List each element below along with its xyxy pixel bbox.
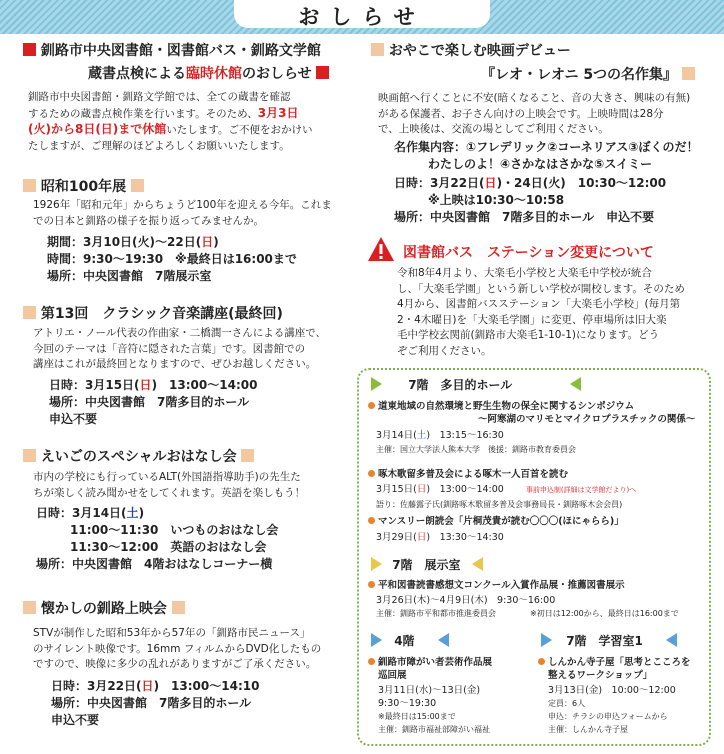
event-organizer: 主催：釧路市平和都市推進委員会	[376, 609, 496, 618]
tan-square-icon	[23, 449, 36, 462]
event-subtitle: 整えるワークショップ」	[548, 670, 653, 681]
hall-event-1	[368, 400, 695, 455]
movie-heading-line2	[481, 64, 695, 84]
event-subtitle: 巡回展	[378, 670, 407, 681]
warning-icon	[367, 236, 395, 262]
showa-details	[47, 234, 297, 285]
triangle-right-icon	[371, 633, 382, 647]
movie-body	[378, 91, 690, 138]
bus-line: ぞご利用ください。	[397, 344, 492, 357]
screening-body	[33, 626, 321, 673]
triangle-left-icon	[666, 633, 677, 647]
tan-square-icon	[131, 179, 144, 192]
bullet-icon	[368, 402, 375, 409]
event-date: 3月26日(木)～4月9日(木) 9:30～16:00	[376, 595, 556, 606]
showa-period-end: )	[213, 235, 219, 249]
saturday-mark: 土	[126, 506, 139, 520]
movie-works	[394, 139, 698, 173]
movie-date: 日時：3月22日(	[394, 176, 485, 190]
event-note: ※初日は12:00から、最終日は16:00まで	[530, 609, 679, 618]
sunday-mark: 日	[139, 378, 152, 392]
movie-time: )・24日(火) 10:30～12:00	[496, 176, 667, 190]
event-note: 事前申込制(詳細は文学館だより)へ	[525, 486, 637, 494]
exhibition-event	[368, 579, 679, 619]
bus-body	[397, 266, 685, 359]
event-organizer: 主催：しんかん寺子屋	[548, 725, 628, 734]
tan-square-icon	[23, 306, 36, 319]
red-square-icon	[316, 66, 329, 79]
bus-line: 毛中学校玄関前(釧路市大楽毛1-10-1)になります。どう	[397, 329, 660, 341]
closure-heading-line2	[88, 63, 329, 83]
closure-line: 釧路市中央図書館・釧路文学館では、全ての蔵書を確認	[28, 91, 291, 103]
screening-place: 場所：中央図書館 7階多目的ホール	[51, 696, 252, 710]
bus-line: 4月から、図書館バスステーション「大楽毛小学校」(毎月第	[397, 298, 681, 310]
closure-title2a: 蔵書点検による	[88, 66, 186, 82]
event-title: マンスリー朗読会「片桐茂貴が読む〇〇〇(ほにゃらら)」	[378, 516, 624, 527]
screening-line: のサイレント映像です。16mm フィルムからDVD化したもの	[33, 642, 322, 655]
movie-screening-time: ※上映は10:30～10:58	[428, 193, 565, 207]
movie-line: 映画館へ行くことに不安(暗くなること、音の大きさ、興味の有無)	[378, 92, 691, 104]
study-room-event	[538, 656, 691, 736]
tan-square-icon	[23, 601, 36, 614]
floor4-event	[368, 656, 492, 736]
hall-event-2	[368, 468, 636, 510]
event-apply: 申込：チラシの申込フォームから	[548, 712, 668, 721]
bullet-icon	[368, 517, 375, 524]
classic-date: 日時：3月15日(	[49, 378, 140, 392]
event-organizer: 主催：国立大学法人熊本大学 後援：釧路市教育委員会	[376, 445, 576, 454]
bullet-icon	[538, 658, 545, 665]
movie-title2: 『レオ・レオニ 5つの名作集』	[481, 67, 678, 83]
study-room-title: 7階 学習室1	[566, 634, 643, 648]
english-title: えいごのスペシャルおはなし会	[40, 449, 237, 465]
event-date: 3月29日(	[376, 532, 417, 543]
event-organizer: 語り：佐藤露子氏(釧路啄木歌留多普及会事務局長・釧路啄木会会員)	[376, 500, 623, 509]
sunday-mark: 日	[201, 235, 214, 249]
event-date: 3月11日(水)～13日(金)	[378, 685, 481, 696]
closure-date-highlight: 3月3日	[257, 105, 299, 120]
screening-time: ) 13:00～14:10	[153, 679, 260, 693]
hall-event-3	[368, 515, 624, 544]
showa-period: 期間：3月10日(火)～22日(	[47, 235, 202, 249]
event-title: 平和図書読書感想文コンクール入賞作品展・推薦図書展示	[378, 580, 625, 591]
bullet-icon	[368, 581, 375, 588]
event-date: 3月14日(	[376, 430, 417, 441]
english-details	[36, 505, 278, 573]
english-body	[33, 470, 305, 501]
movie-place: 場所：中央図書館 7階多目的ホール 申込不要	[394, 210, 655, 224]
classic-body	[33, 326, 326, 373]
hall-title: 7階 多目的ホール	[408, 378, 513, 392]
showa-heading	[23, 176, 144, 196]
tan-square-icon	[23, 179, 36, 192]
triangle-right-icon	[371, 377, 382, 391]
bus-title: 図書館バス ステーション変更について	[403, 245, 654, 261]
event-title: しんかん寺子屋「思考とこころを	[548, 657, 691, 668]
classic-heading	[23, 303, 283, 323]
classic-time: ) 13:00～14:00	[151, 378, 258, 392]
movie-details	[394, 175, 666, 226]
screening-line: STVが制作した昭和53年から57年の「釧路市民ニュース」	[33, 627, 311, 639]
event-capacity: 定員：6人	[548, 699, 586, 708]
saturday-mark: 土	[416, 430, 427, 441]
closure-date-highlight: (火)から8日(日)まで休館	[28, 122, 167, 136]
floor4-title: 4階	[394, 634, 415, 648]
exhibition-heading	[371, 556, 483, 573]
triangle-right-icon	[541, 633, 552, 647]
classic-details	[49, 377, 257, 428]
closure-line: いたします。ご不便をおかけい	[166, 124, 313, 136]
english-place: 場所：中央図書館 4階おはなしコーナー横	[36, 557, 273, 571]
bullet-icon	[368, 658, 375, 665]
triangle-left-icon	[472, 557, 483, 571]
closure-line: するための蔵書点検作業を行います。そのため、	[28, 107, 258, 120]
event-time: ) 13:15～16:30	[426, 430, 504, 441]
bus-line: 令和8年4月より、大楽毛小学校と大楽毛中学校が統合	[397, 267, 652, 279]
event-date: 3月13日(金) 10:00～12:00	[548, 685, 676, 696]
bullet-icon	[368, 470, 375, 477]
showa-title: 昭和100年展	[40, 179, 127, 195]
movie-heading-line1	[371, 40, 571, 60]
screening-heading	[23, 598, 185, 618]
event-time: ) 13:30～14:30	[426, 532, 504, 543]
triangle-right-icon	[371, 557, 382, 571]
closure-body	[28, 90, 312, 154]
tan-square-icon	[682, 67, 695, 80]
floor4-heading	[371, 632, 449, 649]
event-subtitle: ～阿寒湖のマリモとマイクロプラスチックの関係～	[478, 414, 696, 425]
movie-line: がある保護者、お子さん向けの上映会です。上映時間は28分	[378, 107, 664, 120]
event-title: 釧路市障がい者芸術作品展	[378, 657, 493, 668]
english-slot2: 11:30～12:00 英語のおはなし会	[70, 540, 267, 554]
tan-square-icon	[371, 43, 384, 56]
triangle-left-icon	[570, 377, 581, 391]
closure-title2c: のおしらせ	[242, 66, 312, 82]
showa-time: 時間：9:30～19:30 ※最終日は16:00まで	[47, 252, 297, 266]
movie-title1: おやこで楽しむ映画デビュー	[388, 43, 571, 59]
red-square-icon	[23, 43, 36, 56]
bus-line: 2・4木曜日)を「大楽毛学園」に変更、停車場所は旧大楽	[397, 313, 667, 326]
sunday-mark: 日	[141, 679, 154, 693]
showa-place: 場所：中央図書館 7階展示室	[47, 269, 212, 283]
english-heading	[23, 446, 254, 466]
tan-square-icon	[241, 449, 254, 462]
study-room-heading	[541, 632, 677, 649]
tan-square-icon	[172, 601, 185, 614]
movie-line: で、上映後は、交流の場としてご利用ください。	[378, 123, 609, 135]
classic-place: 場所：中央図書館 7階多目的ホール	[49, 395, 250, 409]
event-time: 9:30～19:30	[378, 698, 437, 709]
closure-title1: 釧路市中央図書館・図書館バス・釧路文学館	[40, 43, 321, 59]
classic-line: 今回のテーマは「音符に隠された言葉」です。図書館での	[33, 342, 306, 355]
closure-line: たしますが、ご理解のほどよろしくお願いいたします。	[28, 139, 290, 152]
movie-works1: 名作集内容：①フレデリック②コーネリアス③ぼくのだ！	[394, 140, 699, 154]
bus-line: し、「大楽毛学園」という新しい学校が開校します。そのため	[397, 282, 685, 295]
screening-apply: 申込不要	[51, 713, 100, 727]
screening-date: 日時：3月22日(	[51, 679, 142, 693]
closure-heading-line1	[23, 40, 321, 60]
sunday-mark: 日	[484, 176, 497, 190]
screening-details	[51, 678, 259, 729]
classic-title: 第13回 クラシック音楽講座(最終回)	[40, 306, 283, 322]
screening-title: 懐かしの釧路上映会	[40, 601, 167, 617]
english-date: 日時：3月14日(	[36, 506, 127, 520]
showa-line: での日本と釧路の様子を振り返ってみませんか。	[33, 214, 264, 227]
screening-line: ですので、映像に多少の乱れがありますがご了承ください。	[33, 658, 317, 670]
movie-works2: わたしのよ！④さかなはさかな⑤スイミー	[428, 157, 653, 171]
event-title: 道東地域の自然環境と野生生物の保全に関するシンポジウム	[378, 401, 635, 412]
english-date-end: )	[138, 506, 145, 520]
event-organizer: 主催：釧路市福祉部障がい福祉	[378, 725, 490, 734]
exhibition-title: 7階 展示室	[392, 558, 461, 572]
triangle-left-icon	[438, 633, 449, 647]
showa-line: 1926年「昭和元年」からちょうど100年を迎える今年。これま	[33, 199, 332, 211]
english-line: ちが楽しく読み聞かせをしてくれます。英語を楽しもう！	[33, 486, 306, 499]
classic-line: 講座はこれが最終回となりますので、ぜひお越しください。	[33, 358, 317, 370]
english-slot1: 11:00～11:30 いつものおはなし会	[70, 523, 279, 537]
closure-title2b: 臨時休館	[186, 66, 242, 82]
page-title: おしらせ	[298, 5, 426, 29]
event-time: ) 13:00～14:00	[426, 484, 504, 495]
event-note: ※最終日は15:00まで	[378, 712, 456, 721]
sunday-mark: 日	[416, 532, 427, 543]
hall-heading	[371, 376, 581, 393]
showa-body	[33, 198, 332, 229]
event-title: 啄木歌留多普及会による啄木一人百首を読む	[378, 469, 569, 480]
english-line: 市内の学校にも行っているALT(外国語指導助手)の先生た	[33, 471, 301, 483]
sunday-mark: 日	[416, 484, 427, 495]
classic-apply: 申込不要	[49, 412, 98, 426]
classic-line: アトリエ・ノール代表の作曲家・二橋潤一さんによる講座で、	[33, 327, 327, 339]
event-date: 3月15日(	[376, 484, 417, 495]
